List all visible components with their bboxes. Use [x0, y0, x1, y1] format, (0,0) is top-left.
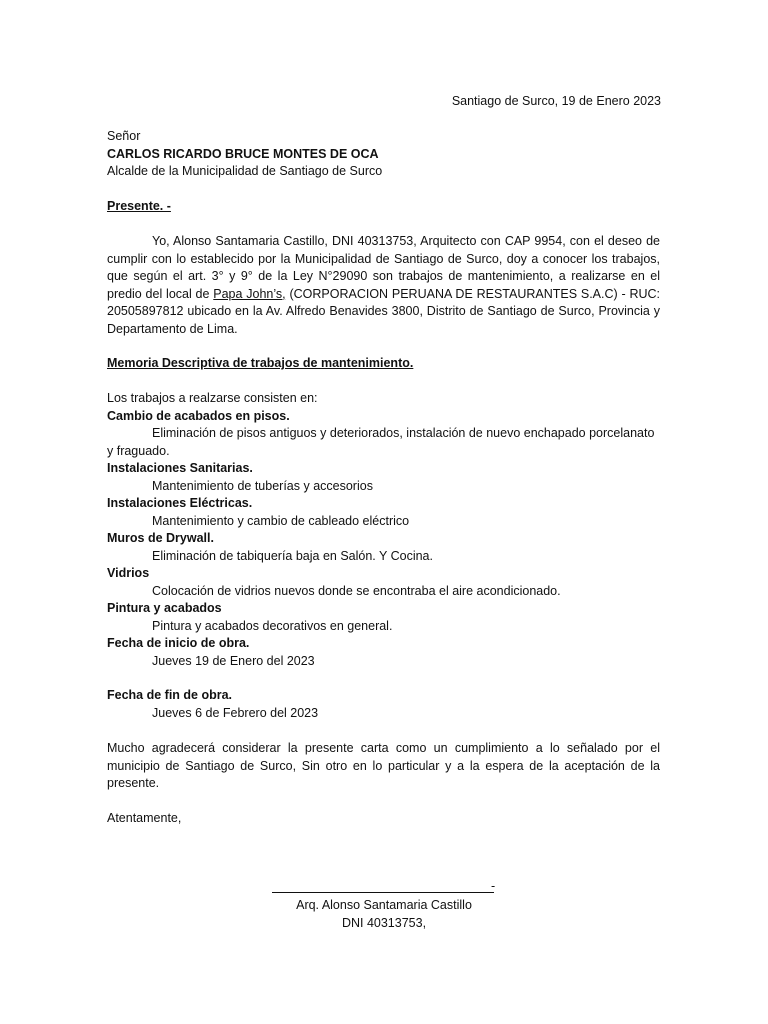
company-name: Papa John’s, [213, 286, 286, 301]
work-heading: Cambio de acabados en pisos. [107, 408, 290, 423]
recipient-block [107, 128, 660, 181]
work-heading: Pintura y acabados [107, 601, 222, 615]
end-date-value: Jueves 6 de Febrero del 2023 [152, 705, 319, 720]
start-date-value: Jueves 19 de Enero del 2023 [152, 653, 315, 668]
work-detail: Eliminación de pisos antiguos y deteriorados, instalación de nuevo enchapado porcelanato [152, 426, 655, 440]
signer-dni: DNI 40313753, [341, 916, 427, 930]
closing-paragraph: Mucho agradecerá considerar la presente carta como un cumplimiento a lo señalado por el municipio de Santiago de Surco, Sin otro en lo particular y a la espera de la aceptación de la presente. [107, 741, 660, 790]
work-heading: Muros de Drywall. [107, 531, 214, 545]
work-detail-cont: y fraguado. [107, 443, 170, 458]
intro-text-before: Yo, Alonso Santamaria Castillo, DNI 40313753, Arquitecto con CAP 9954, con el deseo de cumplir con lo establecido por la Municipalidad de Santiago de Surco, doy a conocer los trabajos, que según el art. 3° y 9° de la Ley N°29090 son trabajos de mantenimiento, a realizarse en el predio del local de [107, 234, 660, 301]
work-detail: Pintura y acabados decorativos en general. [152, 618, 393, 633]
works-intro: Los trabajos a realzarse consisten en: [107, 391, 318, 405]
work-detail: Eliminación de tabiquería baja en Salón. Y Cocina. [152, 548, 433, 563]
memoria-title: Memoria Descriptiva de trabajos de mantenimiento. [107, 356, 414, 370]
works-list [107, 390, 660, 670]
sign-off: Atentamente, [107, 811, 182, 825]
recipient-title: Alcalde de la Municipalidad de Santiago de Surco [107, 164, 383, 178]
intro-paragraph [107, 233, 660, 338]
work-heading: Instalaciones Eléctricas. [107, 496, 253, 510]
intro-text-after: (CORPORACION PERUANA DE RESTAURANTES S.A.C) - RUC: 20505897812 ubicado en la Av. Alfredo Benavides 3800, Distrito de Santiago de Surco, Provincia y Departamento de Lima. [107, 286, 661, 336]
work-heading: Instalaciones Sanitarias. [107, 461, 253, 475]
work-heading: Vidrios [107, 566, 150, 580]
work-detail: Mantenimiento de tuberías y accesorios [152, 478, 373, 493]
work-detail: Colocación de vidrios nuevos donde se encontraba el aire acondicionado. [152, 583, 561, 598]
work-detail: Mantenimiento y cambio de cableado eléctrico [152, 513, 410, 528]
salutation: Señor [107, 129, 141, 143]
signature-dash: - [491, 879, 496, 893]
date-line: Santiago de Surco, 19 de Enero 2023 [451, 94, 661, 108]
end-date-block [107, 687, 660, 722]
signature-line [272, 878, 494, 893]
end-date-heading: Fecha de fin de obra. [107, 688, 233, 702]
recipient-name: CARLOS RICARDO BRUCE MONTES DE OCA [107, 146, 379, 161]
start-date-heading: Fecha de inicio de obra. [107, 636, 250, 650]
signer-name: Arq. Alonso Santamaria Castillo [296, 898, 472, 912]
presente-heading: Presente. - [107, 199, 171, 213]
